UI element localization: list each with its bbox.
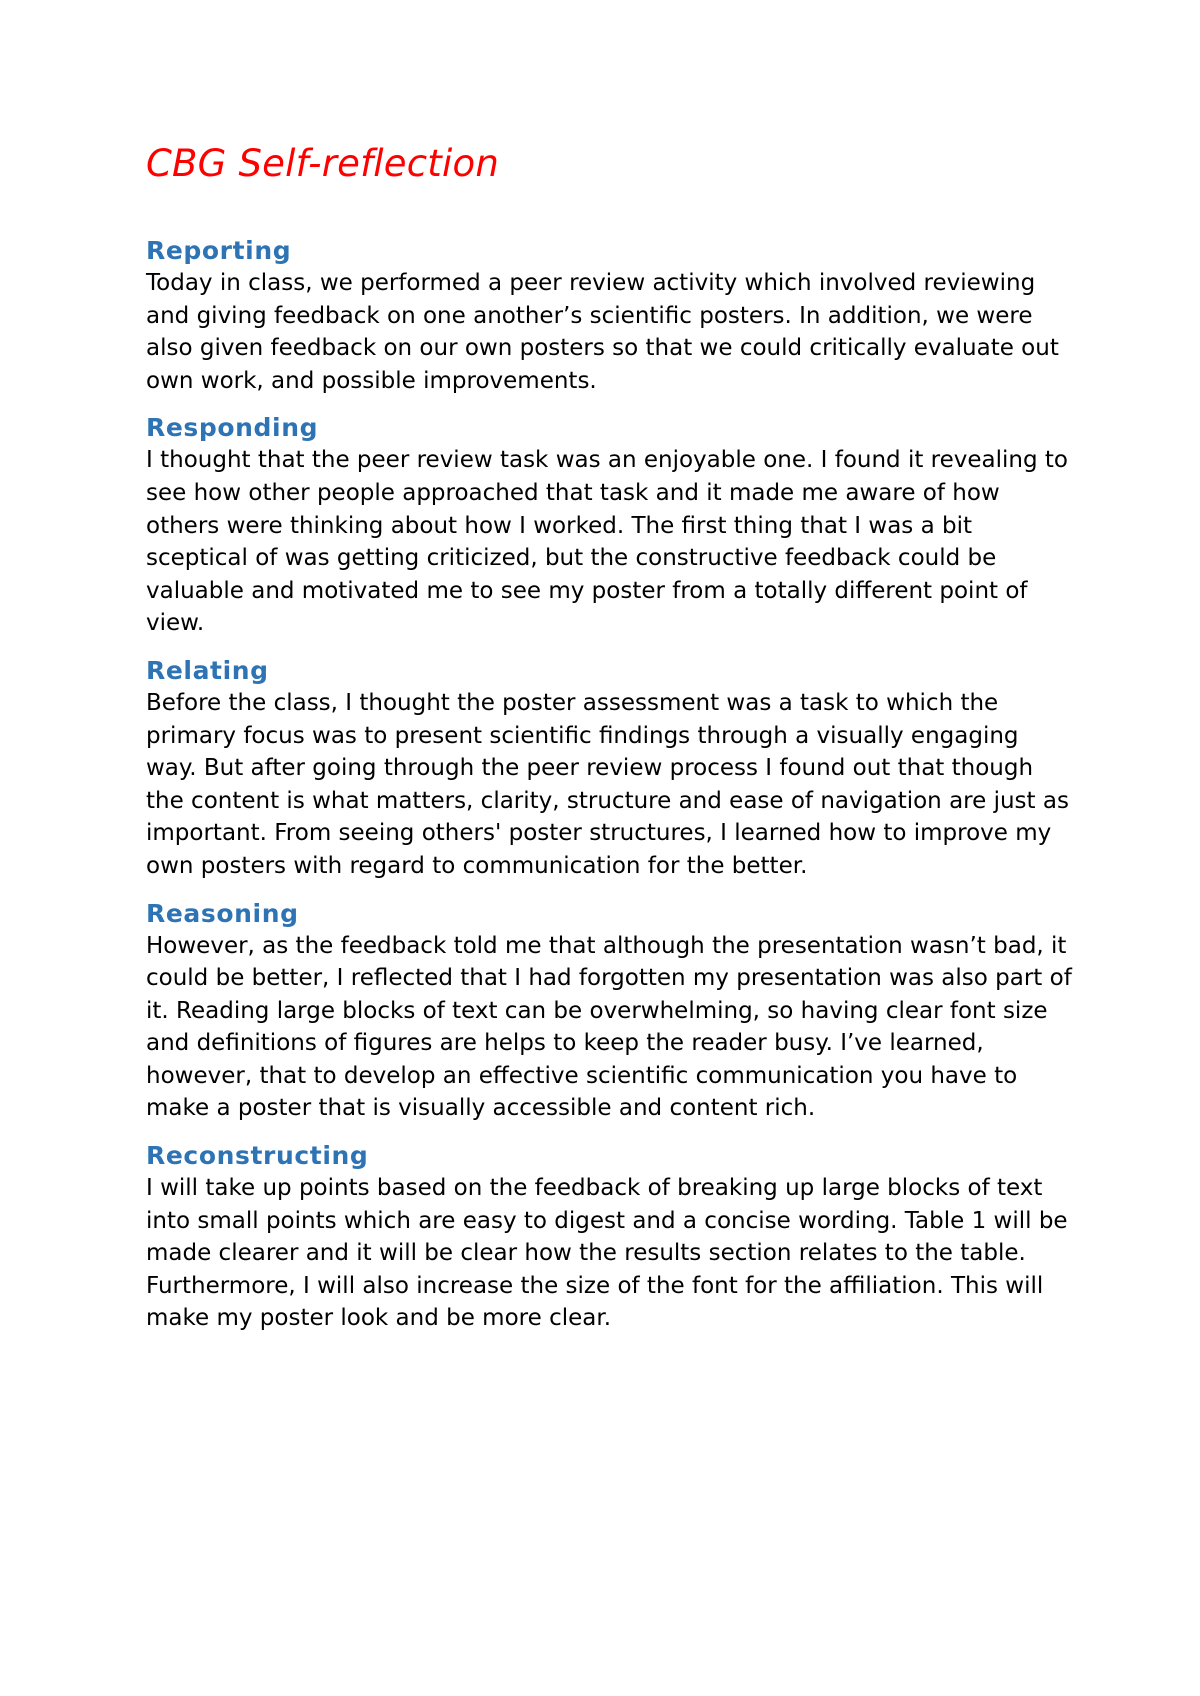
section-reasoning: [146, 897, 1076, 1126]
section-body-responding: I thought that the peer review task was an enjoyable one. I found it revealing to see how other people approached that task and it made me aware of how others were thinking about how I worked. The first thing that I was a bit sceptical of was getting criticized, but the constructive feedback could be valuable and motivated me to see my poster from a totally different point of view.: [146, 447, 1068, 637]
section-reconstructing: [146, 1139, 1076, 1335]
section-responding: [146, 411, 1076, 640]
section-body-reporting: Today in class, we performed a peer review activity which involved reviewing and giving feedback on one another’s scientific posters. In addition, we were also given feedback on our own posters so that we could critically evaluate out own work, and possible improvements.: [146, 270, 1059, 394]
section-heading-relating: Relating: [146, 655, 269, 685]
section-relating: [146, 654, 1076, 883]
section-heading-reconstructing: Reconstructing: [146, 1141, 369, 1171]
section-body-reasoning: However, as the feedback told me that although the presentation wasn’t bad, it could be better, I reflected that I had forgotten my presentation was also part of it. Reading large blocks of text can be overwhelming, so having clear font size and definitions of figures are helps to keep the reader busy. I’ve learned, however, that to develop an effective scientific communication you have to make a poster that is visually accessible and content rich.: [146, 932, 1072, 1122]
section-reporting: [146, 234, 1076, 397]
section-heading-responding: Responding: [146, 413, 319, 443]
section-body-reconstructing: I will take up points based on the feedback of breaking up large blocks of text into small points which are easy to digest and a concise wording. Table 1 will be made clearer and it will be clear how the results section relates to the table. Furthermore, I will also increase the size of the font for the affiliation. This will make my poster look and be more clear.: [146, 1175, 1068, 1332]
section-heading-reasoning: Reasoning: [146, 898, 299, 928]
section-heading-reporting: Reporting: [146, 236, 292, 265]
section-body-relating: Before the class, I thought the poster assessment was a task to which the primary focus was to present scientific findings through a visually engaging way. But after going through the peer review process I found out that though the content is what matters, clarity, structure and ease of navigation are just as important. From seeing others' poster structures, I learned how to improve my own posters with regard to communication for the better.: [146, 689, 1069, 879]
document-title: CBG Self-reflection: [146, 142, 499, 185]
document-content: [146, 140, 1076, 1335]
